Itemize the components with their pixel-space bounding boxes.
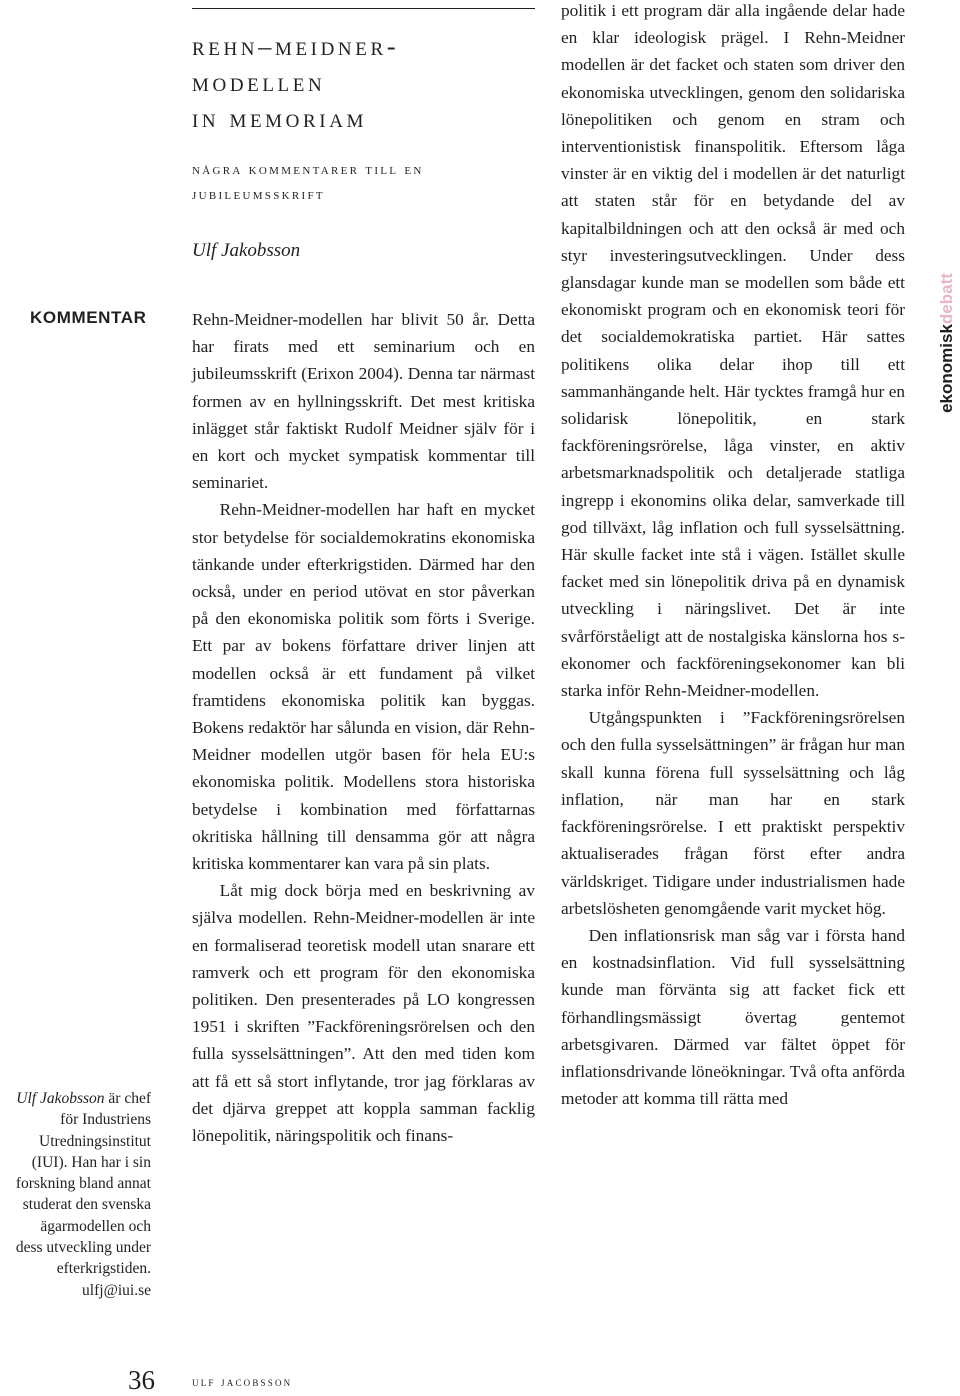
body-paragraph: Utgångspunkten i ”Fackföreningsrörelsen och den fulla sysselsättningen” är frågan hur man skall kunna förena full sysselsättning och låg inflation, när man har en stark fackföreningsrörelse. I ett praktiskt perspektiv aktualiserades frågan först efter andra världskriget. Tidigare under industrialismen hade arbetslösheten genomgående varit mycket hög. [561, 708, 905, 918]
section-label: KOMMENTAR [30, 308, 147, 327]
journal-side-tag [927, 243, 960, 443]
body-column-2 [561, 0, 905, 1112]
article-title [192, 28, 535, 136]
side-tag-light: debatt [937, 273, 956, 325]
bio-text: är chef för Industriens Utredningsinstitut (IUI). Han har i sin forskning bland annat studerat den svenska ägarmodellen och dess utveckling under efterkrigstiden. [15, 1090, 151, 1278]
bio-email: ulfj@iui.se [82, 1281, 151, 1299]
body-column-1 [192, 306, 535, 1149]
author-bio [10, 1088, 151, 1301]
page-number: 36 [128, 1365, 155, 1395]
title-line-1: rehn–meidner- [192, 31, 400, 61]
running-head: ulf jacobsson [192, 1374, 293, 1389]
article-author: Ulf Jakobsson [192, 240, 301, 261]
body-paragraph: Den inflationsrisk man såg var i första hand en kostnadsinflation. Vid full sysselsättning kunde man förvänta sig att facket fick ett förhandlingsmässigt övertag gentemot arbetsgivaren. Därmed var fältet öppet för inflationsdrivande löneökningar. Två ofta anförda metoder att komma till rätta med [561, 925, 905, 1109]
side-tag-bold: ekonomisk [937, 324, 956, 413]
bio-name: Ulf Jakobsson [16, 1090, 105, 1107]
article-subtitle [192, 158, 535, 208]
body-paragraph: Låt mig dock börja med en beskrivning av själva modellen. Rehn-Meidner-modellen är inte en formaliserad teoretisk modell utan snarare ett ramverk och ett program för den ekonomiska politiken. Den presenterades på LO kongressen 1951 i skriften ”Fackföreningsrörelsen och den fulla sysselsättningen”. Att den med tiden kom att få ett så stort inflytande, tror jag förklaras av det djärva greppet att koppla samman facklig lönepolitik, näringspolitik och finans- [192, 881, 535, 1146]
body-paragraph: politik i ett program där alla ingående delar hade en klar ideologisk prägel. I Rehn-Meidner modellen är det facket och staten som driver den ekonomiska utvecklingen, genom den solidariska lönepolitiken och genom en stram och interventionistisk finanspolitik. Eftersom låga vinster är en viktig del i modellen är det naturligt att staten står för en betydande del av kapitalbildningen och att den också är med och styr investeringsutvecklingen. Under dess glansdagar kunde man se modellen som både ett ekonomiskt program och en ekonomisk teori för det socialdemokratiska partiet. Här sattes politikens olika delar ihop till ett sammanhängande helt. Här tycktes framgå hur en solidarisk lönepolitik, en stark fackföreningsrörelse, låga vinster, en aktiv arbetsmarknadspolitik och detaljerade statliga ingrepp i ekonomins olika delar, samverkade till god tillväxt, låg inflation och full sysselsättning. Här skulle facket inte stå i vägen. Istället skulle facket med sin lönepolitik driva på en dynamisk utveckling i näringslivet. Det är inte svårförståeligt att de nostalgiska känslorna hos s-ekonomer och fackföreningsekonomer kan bli starka inför Rehn-Meidner-modellen. [561, 1, 905, 701]
subtitle-line-2: jubileumsskrift [192, 187, 325, 203]
title-line-2: modellen [192, 67, 326, 97]
body-paragraph: Rehn-Meidner-modellen har blivit 50 år. Detta har firats med ett seminarium och en jubileumsskrift (Erixon 2004). Denna tar närmast formen av en hyllningsskrift. Det mest kritiska inlägget står faktiskt Rudolf Meidner själv för i en kort och mycket sympatisk kommentar till seminariet. [192, 310, 535, 493]
body-paragraph: Rehn-Meidner-modellen har haft en mycket stor betydelse för socialdemokratins ekonomiska tänkande under efterkrigstiden. Därmed har den också, under en period utövat en stor påverkan på den ekonomiska politik som förts i Sverige. Ett par av bokens författare driver linjen att modellen också är ett fundament på vilket framtidens ekonomiska politik kan byggas. Bokens redaktör har sålunda en vision, där Rehn-Meidner modellen utgör basen för hela EU:s ekonomiska politik. Modellens stora historiska betydelse i kombination med författarnas okritiska hållning till densamma gör att några kritiska kommentarer kan vara på sin plats. [192, 500, 535, 874]
title-line-3: in memoriam [192, 103, 368, 133]
subtitle-line-1: några kommentarer till en [192, 162, 424, 178]
top-rule [192, 8, 535, 9]
